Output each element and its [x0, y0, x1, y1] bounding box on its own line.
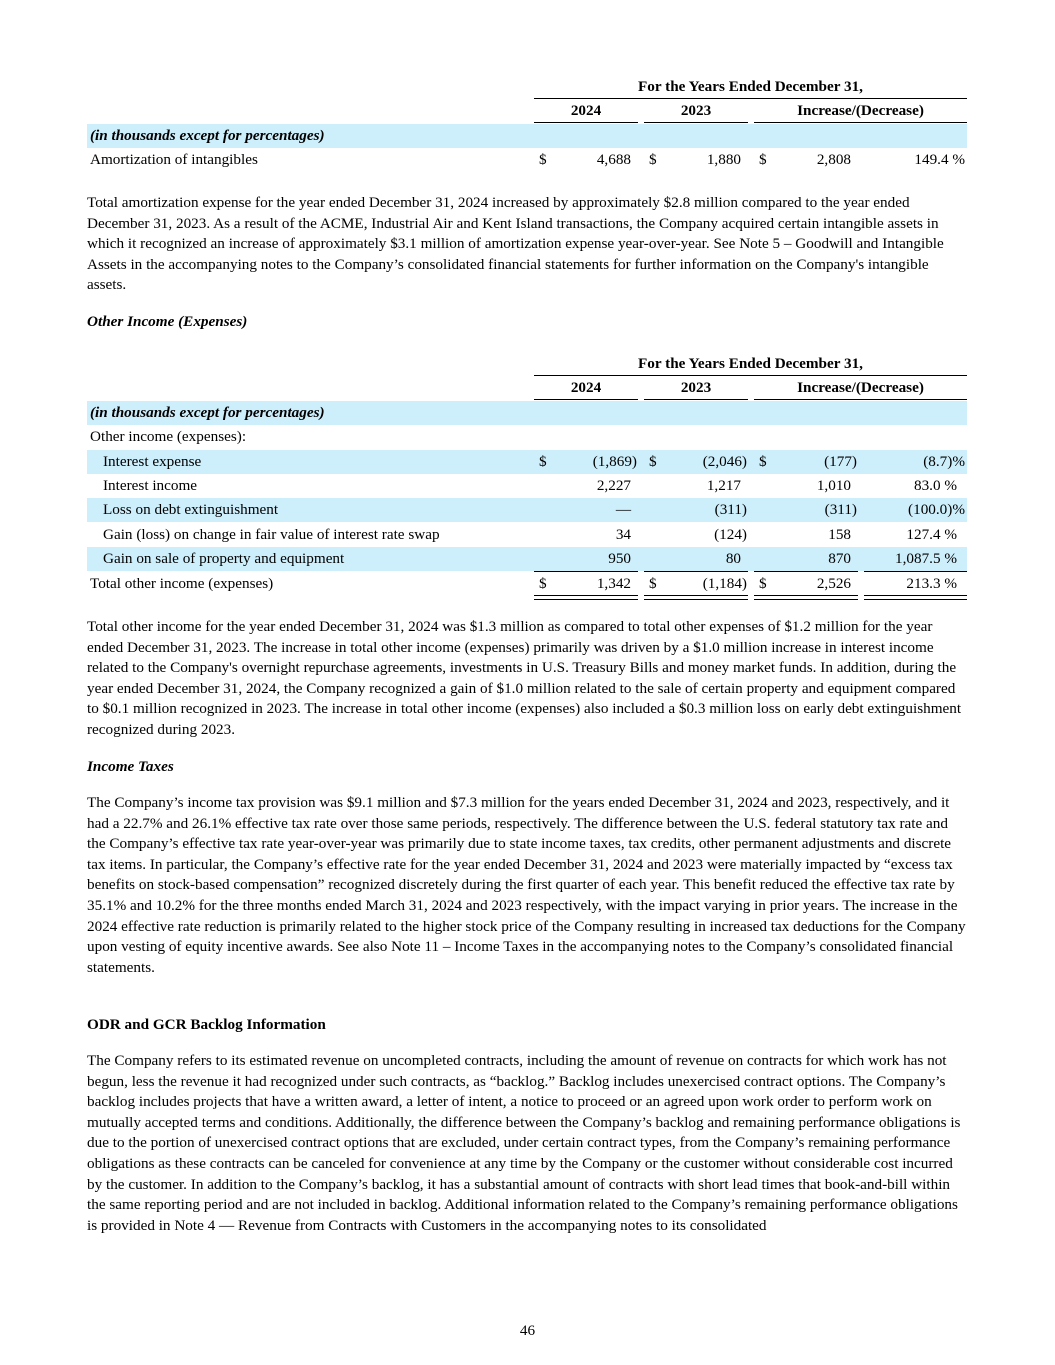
dollar-sign: $	[649, 575, 657, 592]
page-number: 46	[519, 1322, 536, 1339]
value-change: (177)	[824, 453, 857, 470]
row-label: Interest expense	[103, 453, 202, 470]
value-change: 1,010	[816, 477, 851, 494]
units-row	[87, 401, 967, 425]
total-double-rule	[864, 595, 967, 600]
dollar-sign: $	[539, 575, 547, 592]
table-row	[87, 498, 967, 522]
dollar-sign: $	[759, 151, 767, 168]
total-double-rule	[534, 595, 638, 600]
total-row	[87, 572, 967, 596]
value-2023: (311)	[714, 501, 747, 518]
value-2024: 34	[615, 526, 631, 543]
backlog-paragraph: The Company refers to its estimated revenue on uncompleted contracts, including the amount of revenue on contracts for which work has not begun, less the revenue it had recognized under such contracts, as “backlog.” Backlog includes unexercised contract options. The Company’s backlog includes projects that have a written award, a letter of intent, a notice to proceed or an agreed upon work order to perform work on mutually accepted terms and conditions. Additionally, the difference between the Company’s backlog and remaining performance obligations is due to the portion of unexercised contract options that are excluded, under certain contract types, from the Company’s remaining performance obligations as these contracts can be canceled for convenience at any time by the Company or the customer without considerable cost incurred by the customer. In addition to the Company’s backlog, it has a substantial amount of contracts with short lead times that book-and-bill within the same reporting period and are not included in backlog. Additional information related to the Company’s remaining performance obligations is provided in Note 4 — Revenue from Contracts with Customers in the accompanying notes to its consolidated	[87, 1052, 961, 1234]
value-pct: 1,087.5 %	[894, 550, 957, 567]
value-change: 870	[828, 550, 851, 567]
table-row	[87, 450, 967, 474]
row-label: Total other income (expenses)	[90, 575, 274, 592]
value-pct: 127.4 %	[906, 526, 957, 543]
value-pct: 83.0 %	[913, 477, 957, 494]
col-rule	[644, 399, 748, 400]
table-header-title: For the Years Ended December 31,	[638, 78, 863, 95]
value-2024: (1,869)	[592, 453, 637, 470]
col-header-2024: 2024	[570, 379, 602, 396]
row-label: Amortization of intangibles	[90, 151, 258, 168]
dollar-sign: $	[539, 453, 547, 470]
value-2023: 1,217	[706, 477, 741, 494]
section-row	[87, 425, 967, 449]
dollar-sign: $	[649, 151, 657, 168]
value-2024: 2,227	[596, 477, 631, 494]
value-pct: 149.4 %	[914, 151, 965, 168]
amortization-table	[87, 78, 967, 178]
value-2024: —	[615, 501, 631, 518]
col-header-2023: 2023	[680, 102, 712, 119]
value-change: 2,526	[816, 575, 851, 592]
value-2023: (1,184)	[702, 575, 747, 592]
row-label: Loss on debt extinguishment	[103, 501, 279, 518]
heading-income-taxes: Income Taxes	[87, 758, 174, 775]
value-change: 158	[828, 526, 851, 543]
table-row	[87, 523, 967, 547]
other-income-paragraph: Total other income for the year ended December 31, 2024 was $1.3 million as compared to total other expenses of $1.2 million for the year ended December 31, 2023. The increase in total other income (expenses) primarily was driven by a $1.0 million increase in interest income related to the Company's overnight repurchase agreements, investments in U.S. Treasury Bills and money market funds. In addition, during the year ended December 31, 2024, the Company recognized a gain of $1.0 million related to the sale of certain property and equipment compared to $0.1 million recognized in 2023. The increase in total other income (expenses) also included a $0.3 million loss on early debt extinguishment recognized during 2023.	[87, 618, 962, 738]
col-rule	[754, 122, 967, 123]
heading-backlog: ODR and GCR Backlog Information	[87, 1016, 326, 1033]
units-row	[87, 124, 967, 148]
row-label: Gain on sale of property and equipment	[103, 550, 345, 567]
col-rule	[644, 122, 748, 123]
value-pct: 213.3 %	[906, 575, 957, 592]
dollar-sign: $	[539, 151, 547, 168]
dollar-sign: $	[759, 453, 767, 470]
value-change: (311)	[824, 501, 857, 518]
value-2023: 1,880	[706, 151, 741, 168]
value-2024: 4,688	[596, 151, 631, 168]
section-label: Other income (expenses):	[90, 428, 247, 445]
col-rule	[754, 399, 967, 400]
units-label: (in thousands except for percentages)	[90, 127, 325, 144]
table-header-title: For the Years Ended December 31,	[638, 355, 863, 372]
value-change: 2,808	[816, 151, 851, 168]
col-header-2024: 2024	[570, 102, 602, 119]
value-pct: (100.0)%	[908, 501, 965, 518]
other-income-table	[87, 355, 967, 605]
col-rule	[534, 399, 638, 400]
total-double-rule	[644, 595, 748, 600]
value-pct: (8.7)%	[923, 453, 965, 470]
col-header-change: Increase/(Decrease)	[797, 102, 924, 119]
amortization-paragraph: Total amortization expense for the year ended December 31, 2024 increased by approximately $2.8 million compared to the year ended December 31, 2023. As a result of the ACME, Industrial Air and Kent Island transactions, the Company acquired certain intangible assets in which it recognized an increase of approximately $3.1 million of amortization expense year-over-year. See Note 5 – Goodwill and Intangible Assets in the accompanying notes to the Company’s consolidated financial statements for further information on the Company's intangible assets.	[87, 194, 944, 294]
value-2023: (124)	[714, 526, 747, 543]
dollar-sign: $	[649, 453, 657, 470]
dollar-sign: $	[759, 575, 767, 592]
value-2023: 80	[725, 550, 741, 567]
units-label: (in thousands except for percentages)	[90, 404, 325, 421]
table-row	[87, 547, 967, 571]
col-header-2023: 2023	[680, 379, 712, 396]
row-label: Interest income	[103, 477, 198, 494]
value-2023: (2,046)	[702, 453, 747, 470]
value-2024: 1,342	[596, 575, 631, 592]
header-rule	[534, 98, 967, 99]
header-rule	[534, 375, 967, 376]
table-row	[87, 474, 967, 498]
income-taxes-paragraph: The Company’s income tax provision was $9.1 million and $7.3 million for the years ended December 31, 2024 and 2023, respectively, and it had a 22.7% and 26.1% effective tax rate over those same periods, respectively. The difference between the U.S. federal statutory tax rate and the Company’s effective tax rate year-over-year was primarily due to state income taxes, tax credits, other permanent adjustments and discrete tax items. In particular, the Company’s effective rate for the year ended December 31, 2024 and 2023 were materially impacted by “excess tax benefits on stock-based compensation” recognized discretely during the first quarter of each year. This benefit reduced the effective tax rate by 35.1% and 10.2% for the three months ended March 31, 2024 and 2023 respectively, with the impact varying in prior years. The increase in the 2024 effective rate reduction is primarily related to the higher stock price of the Company resulting in increased tax deductions for the Company upon vesting of equity incentive awards. See also Note 11 – Income Taxes in the accompanying notes to the Company’s consolidated financial statements.	[87, 794, 966, 976]
value-2024: 950	[608, 550, 631, 567]
heading-other-income: Other Income (Expenses)	[87, 313, 248, 330]
row-label: Gain (loss) on change in fair value of interest rate swap	[103, 526, 440, 543]
col-header-change: Increase/(Decrease)	[797, 379, 924, 396]
total-double-rule	[754, 595, 858, 600]
col-rule	[534, 122, 638, 123]
table-row	[87, 148, 967, 172]
